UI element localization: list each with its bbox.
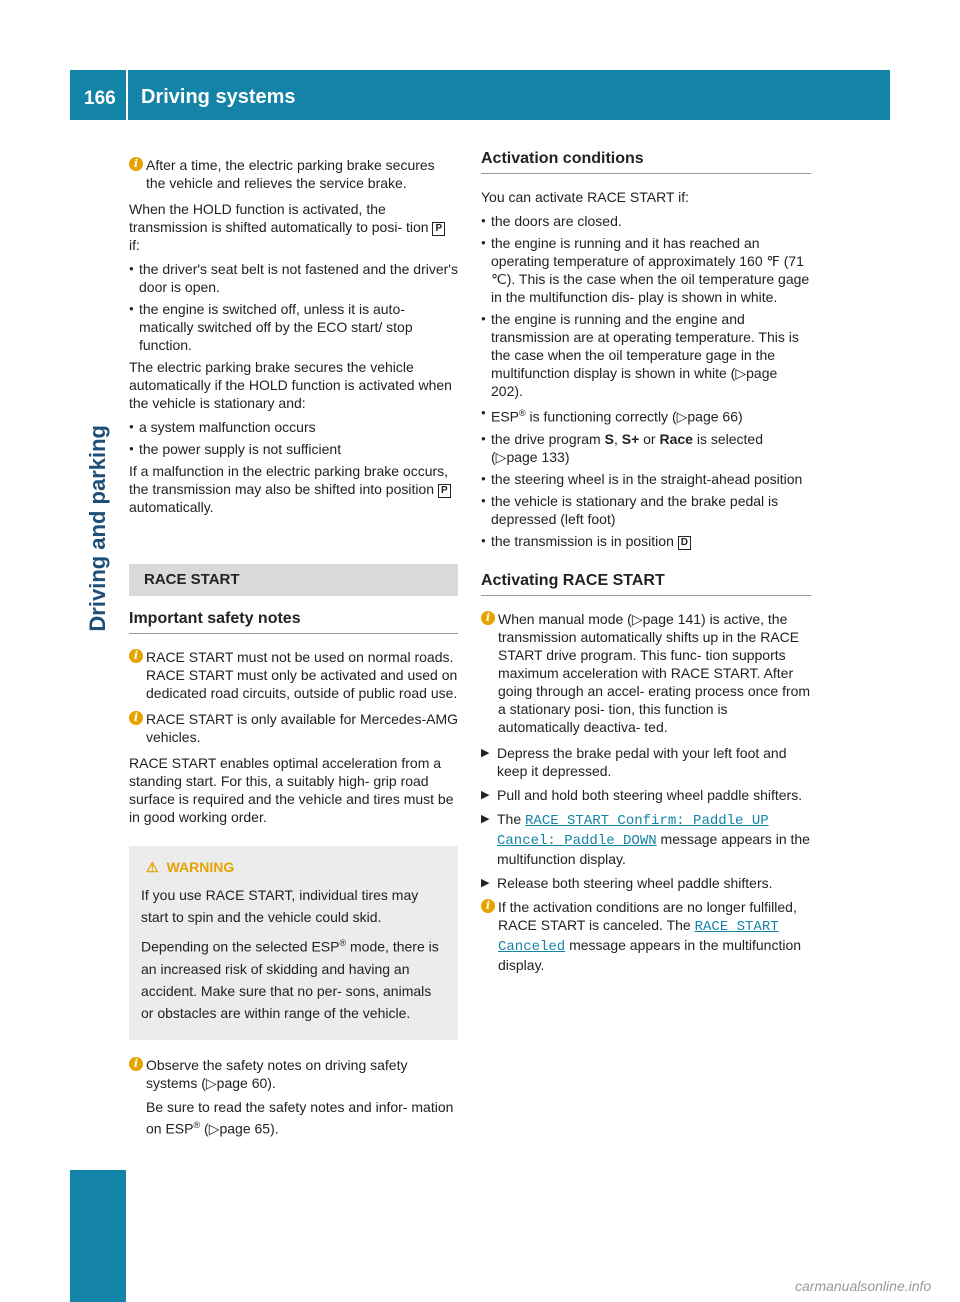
section-heading: Activation conditions [481,150,811,174]
bullet-item: ● the power supply is not sufficient [129,440,458,458]
ref-arrow-icon: ▷ [205,1074,217,1091]
info-note: i RACE START is only available for Mercedes-AMG vehicles. [129,710,458,746]
step-item: ▶ Pull and hold both steering wheel paddle shifters. [481,786,803,803]
bullet-item: ● the drive program S, S+ or Race is selected (▷page 133) [481,430,811,466]
bullet-item: ● the driver's seat belt is not fastened and the driver's door is open. [129,260,458,296]
step-item: ▶ Release both steering wheel paddle shifters. [481,874,773,891]
info-icon: i [129,649,143,663]
warning-text: Depending on the selected ESP® mode, there is an increased risk of skidding and having an accident. Make sure that no per- sons, animals or obstacles are within range of the vehicle. [141,938,439,1021]
info-note: i RACE START must not be used on normal roads. RACE START must only be activated and used on dedicated road circuits, outside of public road use. [129,648,458,702]
ref-arrow-icon: ▷ [208,1120,220,1137]
info-icon: i [129,711,143,725]
info-note: i When manual mode (▷page 141) is active, the transmission automatically shifts up in the RACE START drive program. This func- tion supports maximum acceleration with RACE START. After going through an accel- erating process once from a stationary posi- tion, this function is automatically deactiva- ted. [481,610,811,736]
bullet-item: ● the engine is running and the engine and transmission are at operating temperature. This is the case when the oil temperature gage in the multifunction display is shown in white (▷page 202). [481,310,811,400]
page-link[interactable]: page 60). [216,1074,276,1091]
page-link[interactable]: page 202). [491,365,778,399]
info-subtext: Be sure to read the safety notes and infor- mation on ESP® (▷page 65). [146,1098,454,1137]
info-icon: i [129,1057,143,1071]
gear-p-glyph: P [432,222,445,236]
section-heading: Important safety notes [129,610,458,634]
warning-box [129,846,458,1040]
warning-text: If you use RACE START, individual tires may start to spin and the vehicle could skid. [141,887,419,925]
warning-heading: ⚠ WARNING [146,859,235,875]
side-tab-label: Driving and parking [85,425,110,632]
bullet-item: ● the steering wheel is in the straight-ahead position [481,470,811,488]
paragraph: The electric parking brake secures the vehicle automatically if the HOLD function is activated when the vehicle is stationary and: [129,359,452,411]
ref-arrow-icon: ▷ [631,610,643,627]
display-message: RACE START Canceled [498,918,779,955]
ref-arrow-icon: ▷ [495,448,507,465]
info-note: i Observe the safety notes on driving safety systems (▷page 60). Be sure to read the safety notes and infor- mation on ESP® (▷page 65). [129,1056,458,1138]
display-message: Cancel: Paddle DOWN [497,832,657,849]
bullet-item: ● the doors are closed. [481,212,811,230]
step-arrow-icon: ▶ [481,746,490,759]
page-link[interactable]: page 133) [506,448,570,465]
step-item: ▶ The RACE START Confirm: Paddle UP Cancel: Paddle DOWN message appears in the multifunction display. [481,810,810,867]
side-tab-block [70,1170,126,1302]
info-icon: i [481,899,495,913]
step-item: ▶ Depress the brake pedal with your left foot and keep it depressed. [481,744,787,779]
step-arrow-icon: ▶ [481,788,490,801]
section-heading: Activating RACE START [481,572,811,596]
page-link[interactable]: page 65). [219,1120,279,1137]
bullet-item: ● ESP® is functioning correctly (▷page 66) [481,404,811,426]
left-column [129,156,458,1145]
paragraph: You can activate RACE START if: [481,189,690,205]
right-column [481,150,811,982]
ref-arrow-icon: ▷ [676,408,688,425]
page-link[interactable]: page 141) is active, [642,610,765,627]
step-arrow-icon: ▶ [481,876,490,889]
paragraph: If a malfunction in the electric parking brake occurs, the transmission may also be shifted into position P automatically. [129,462,458,516]
info-note: i After a time, the electric parking brake secures the vehicle and relieves the service brake. [129,156,458,192]
bullet-item: ● the transmission is in position D [481,532,811,550]
bullet-item: ● the vehicle is stationary and the brake pedal is depressed (left foot) [481,492,811,528]
display-message: RACE START Confirm: Paddle UP [525,812,769,829]
info-note: i If the activation conditions are no longer fulfilled, RACE START is canceled. The RACE START Canceled message appears in the multifunction display. [481,898,811,974]
gear-d-glyph: D [678,536,691,550]
info-icon: i [481,611,495,625]
paragraph: RACE START enables optimal acceleration from a standing start. For this, a suitably high- grip road surface is required and the vehicle and tires must be in good working order. [129,755,454,825]
header-divider [126,70,128,120]
ref-arrow-icon: ▷ [735,365,747,381]
side-tab [70,425,126,632]
gear-p-glyph: P [438,484,451,498]
bullet-item: ● a system malfunction occurs [129,418,458,436]
section-bar: RACE START [129,564,458,596]
page-link[interactable]: page 66) [687,408,743,425]
bullet-item: ● the engine is switched off, unless it is auto- matically switched off by the ECO start/ stop function. [129,300,458,354]
page-number: 166 [84,88,116,109]
bullet-item: ● the engine is running and it has reached an operating temperature of approximately 160 ℉ (71 ℃). This is the case when the oil temperature gage in the multifunction dis- play is shown in white. [481,234,811,306]
warning-icon: ⚠ [146,859,159,875]
step-arrow-icon: ▶ [481,812,490,825]
page-title: Driving systems [141,86,296,108]
watermark: carmanualsonline.info [795,1278,932,1294]
paragraph: When the HOLD function is activated, the transmission is shifted automatically to posi- tion P if: [129,200,458,254]
info-icon: i [129,157,143,171]
